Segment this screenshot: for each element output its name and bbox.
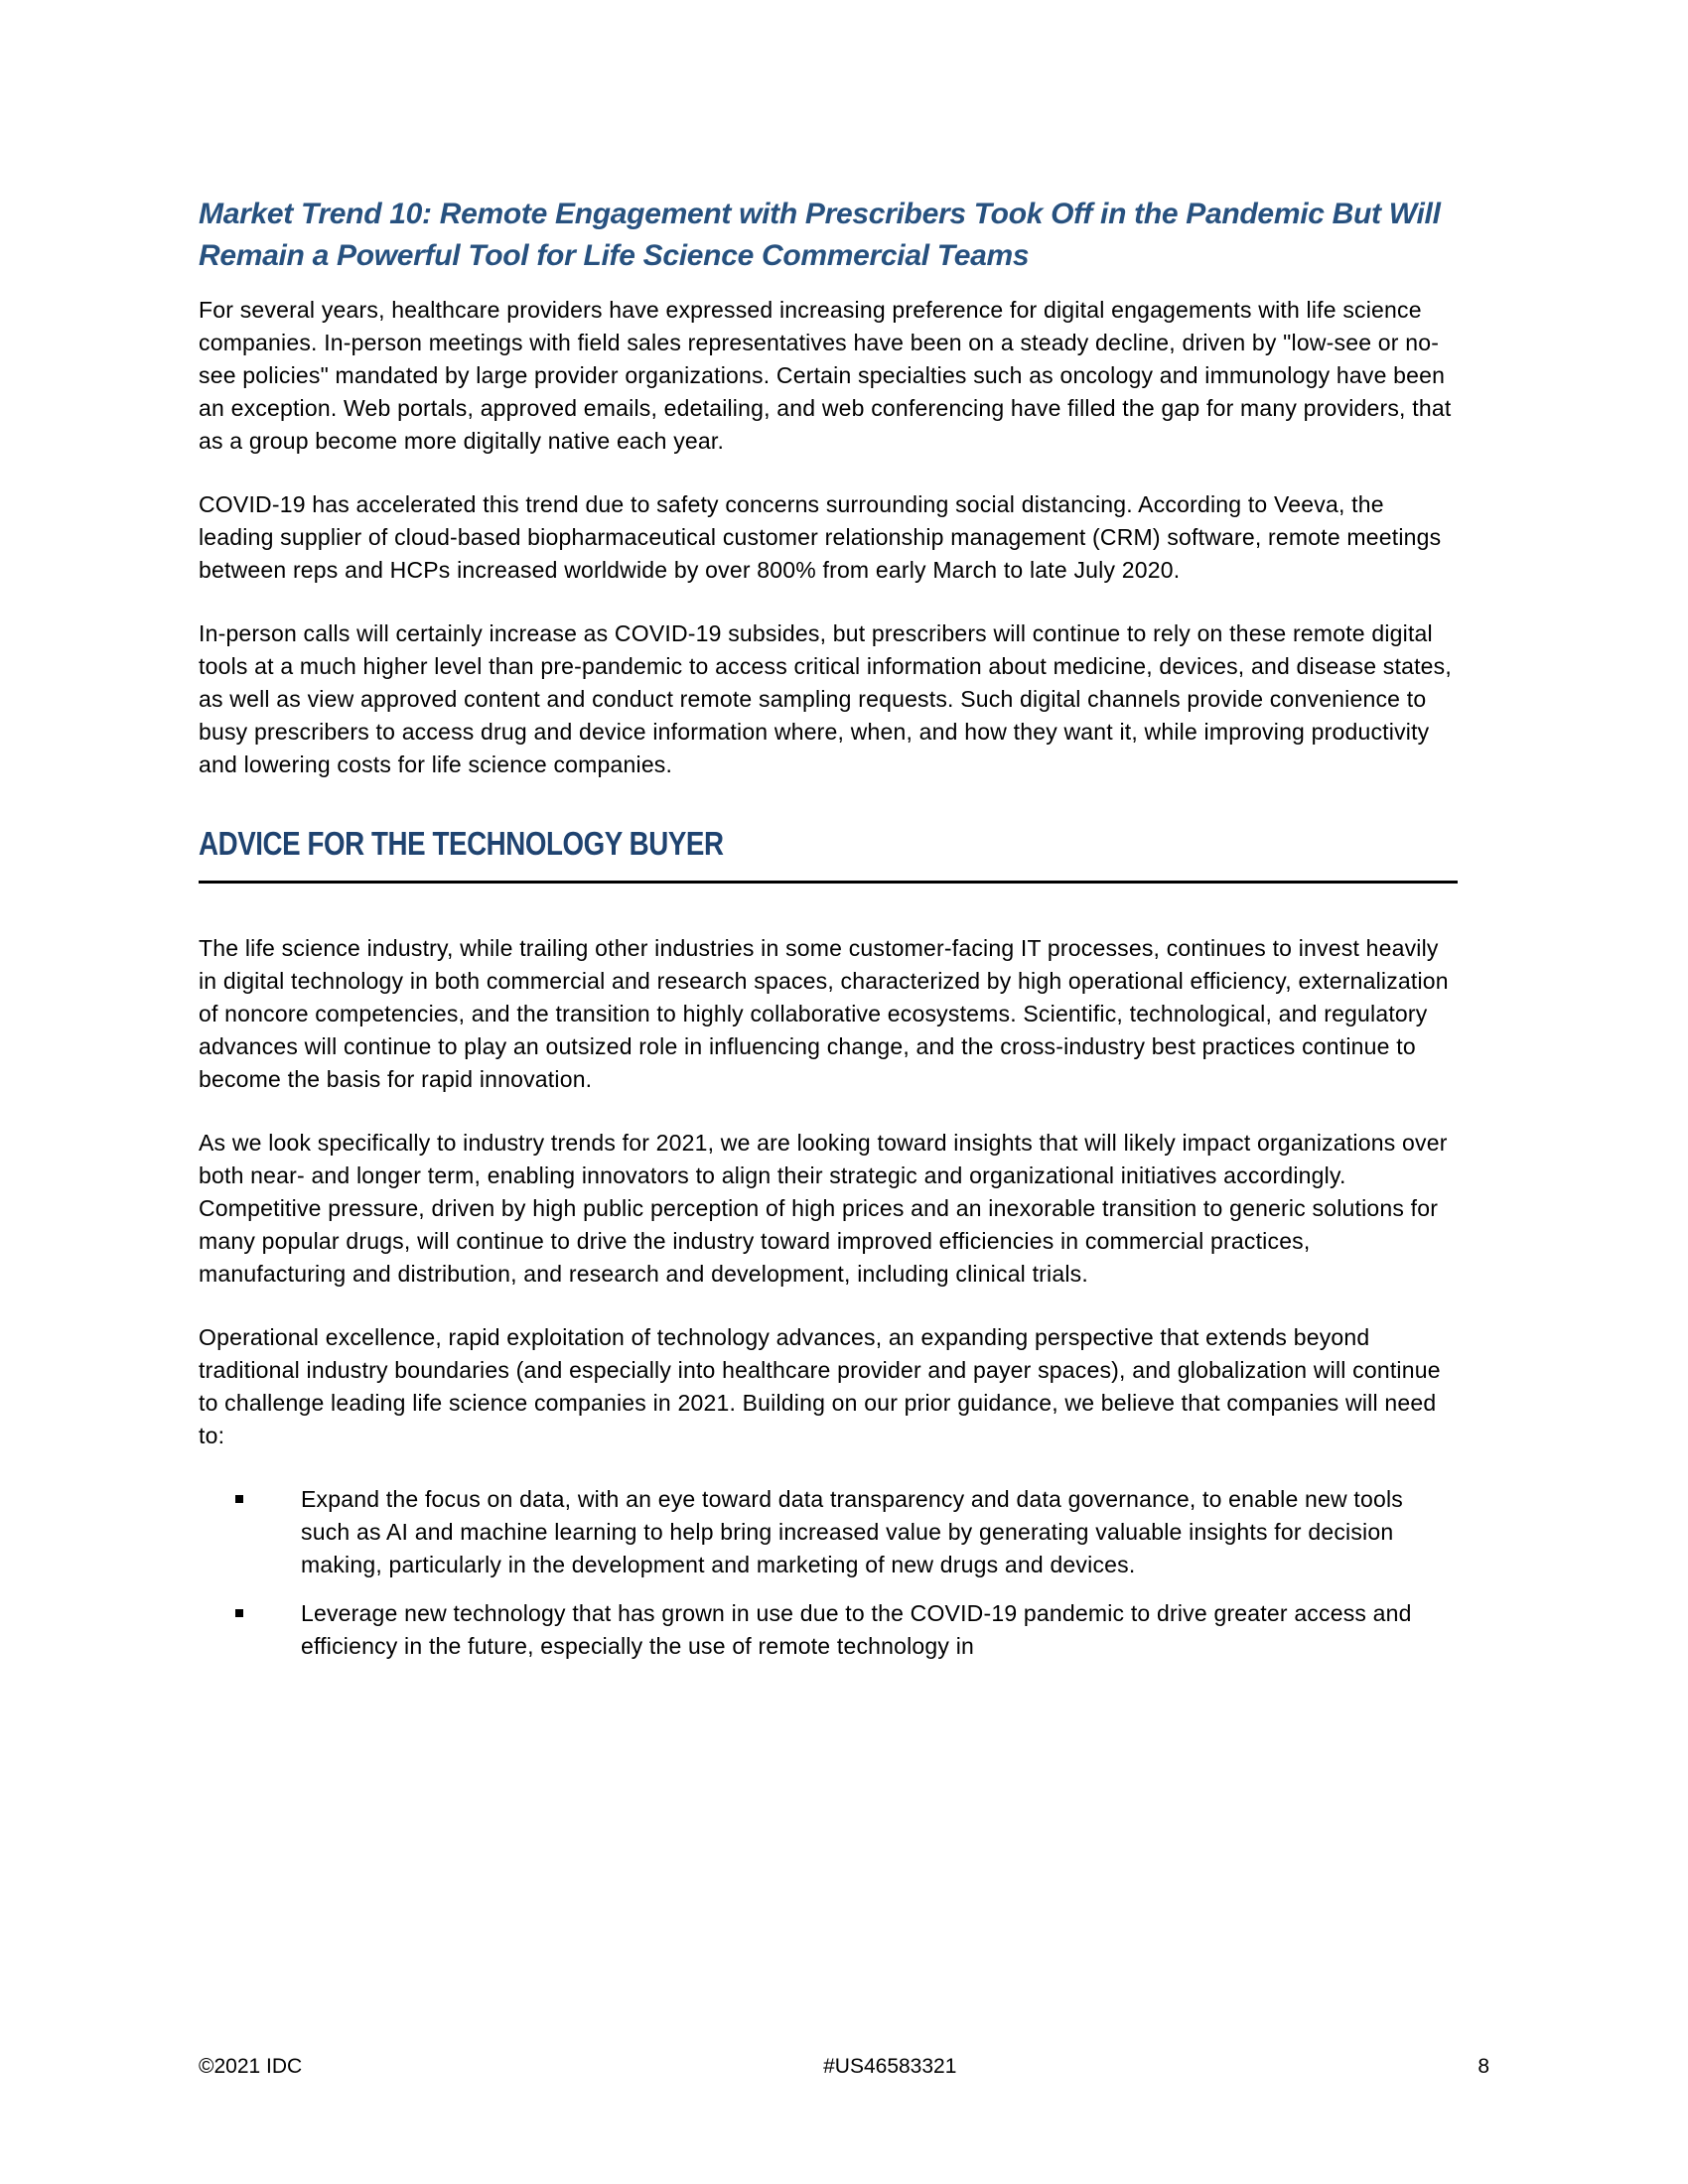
paragraph-intro-2: COVID-19 has accelerated this trend due to safety concerns surrounding social distancing. According to Veeva, the leading supplier of cloud-based biopharmaceutical customer relationship management (CRM) software, remote meetings between reps and HCPs increased worldwide by over 800% from early March to late July 2020. (199, 491, 1442, 583)
section-divider-rule (199, 881, 1458, 884)
page-footer (199, 2055, 1489, 2079)
footer-document-id: #US46583321 (823, 2055, 957, 2078)
bullet-item-text: Expand the focus on data, with an eye toward data transparency and data governance, to enable new tools such as AI and machine learning to help bring increased value by generating valuable insights for decision making, particularly in the development and marketing of new drugs and devices. (301, 1486, 1404, 1577)
paragraph-intro-3: In-person calls will certainly increase as COVID-19 subsides, but prescribers will continue to rely on these remote digital tools at a much higher level than pre-pandemic to access critical information about medicine, devices, and disease states, as well as view approved content and conduct remote sampling requests. Such digital channels provide convenience to busy prescribers to access drug and device information where, when, and how they want it, while improving productivity and lowering costs for life science companies. (199, 620, 1452, 777)
page-content (199, 194, 1458, 1679)
paragraph-intro-1: For several years, healthcare providers have expressed increasing preference for digital engagements with life science companies. In-person meetings with field sales representatives have been on a steady decline, driven by "low-see or no-see policies" mandated by large provider organizations. Certain specialties such as oncology and immunology have been an exception. Web portals, approved emails, edetailing, and web conferencing have filled the gap for many providers, that as a group become more digitally native each year. (199, 297, 1452, 454)
footer-page-number: 8 (1477, 2055, 1489, 2078)
square-bullet-icon (235, 1495, 243, 1503)
paragraph-advice-3: Operational excellence, rapid exploitation of technology advances, an expanding perspective that extends beyond traditional industry boundaries (and especially into healthcare provider and payer spaces), and globalization will continue to challenge leading life science companies in 2021. Building on our prior guidance, we believe that companies will need to: (199, 1324, 1441, 1448)
section-heading-advice: ADVICE FOR THE TECHNOLOGY BUYER (199, 825, 724, 862)
paragraph-advice-1: The life science industry, while trailing other industries in some customer-facing IT processes, continues to invest heavily in digital technology in both commercial and research spaces, characterized by high operational efficiency, externalization of noncore competencies, and the transition to highly collaborative ecosystems. Scientific, technological, and regulatory advances will continue to play an outsized role in influencing change, and the cross-industry best practices continue to become the basis for rapid innovation. (199, 935, 1449, 1092)
bullet-item-1 (199, 1483, 1458, 1581)
bullet-item-text: Leverage new technology that has grown in use due to the COVID-19 pandemic to drive greater access and efficiency in the future, especially the use of remote technology in (301, 1600, 1412, 1659)
advice-bullet-list (199, 1483, 1458, 1663)
bullet-item-2 (199, 1597, 1458, 1663)
square-bullet-icon (235, 1609, 243, 1617)
paragraph-advice-2: As we look specifically to industry trends for 2021, we are looking toward insights that will likely impact organizations over both near- and longer term, enabling innovators to align their strategic and organizational initiatives accordingly. Competitive pressure, driven by high public perception of high prices and an inexorable transition to generic solutions for many popular drugs, will continue to drive the industry toward improved efficiencies in commercial practices, manufacturing and distribution, and research and development, including clinical trials. (199, 1130, 1448, 1287)
trend-heading: Market Trend 10: Remote Engagement with Prescribers Took Off in the Pandemic But Will Remain a Powerful Tool for Life Science Commercial Teams (199, 198, 1441, 272)
footer-copyright: ©2021 IDC (199, 2055, 303, 2078)
